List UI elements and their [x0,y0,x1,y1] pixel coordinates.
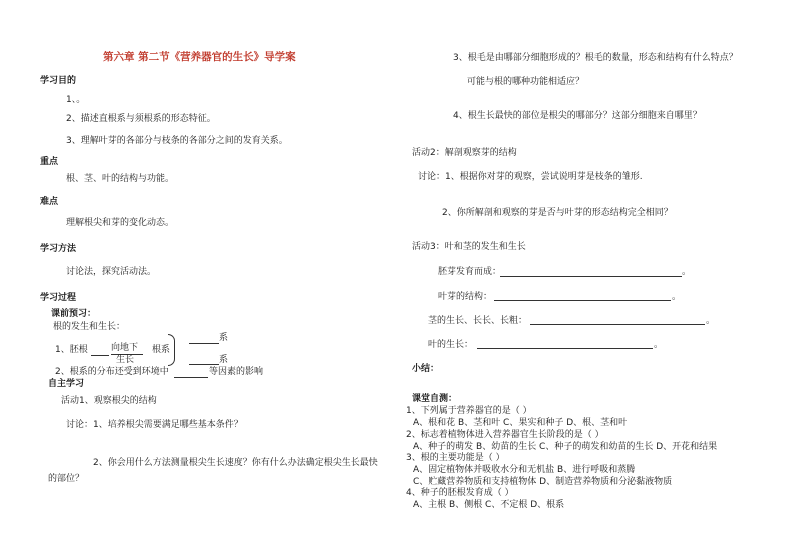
objective-1: 1、。 [66,95,86,105]
test-question-1-options: A、根和花 B、茎和叶 C、果实和种子 D、根、茎和叶 [413,418,628,428]
self-test-heading: 课堂自测： [412,394,458,404]
preview-heading: 课前预习： [51,309,97,319]
blank-line [189,343,219,344]
test-question-4: 4、种子的胚根发育成（ ） [406,488,514,498]
period-mark: 。 [654,340,664,350]
answer-line [494,300,671,301]
self-study-heading: 自主学习 [48,379,85,389]
difficulty-heading: 难点 [40,197,59,207]
test-question-3-option-ab: A、固定植物体并吸收水分和无机盐 B、进行呼吸和蒸腾 [413,465,636,475]
method-text: 讨论法，探究活动法。 [66,267,157,277]
question-4: 4、根生长最快的部位是根尖的哪部分？这部分细胞来自哪里？ [453,111,702,121]
blank-line [189,364,219,365]
bud-development-label: 胚芽发育而成： [438,267,502,277]
activity-2-discussion-1: 讨论：1、根据你对芽的观察，尝试说明芽是枝条的雏形. [418,172,643,182]
question-3: 3、根毛是由哪部分细胞形成的？根毛的数量，形态和结构有什么特点？ [453,53,738,63]
objective-2: 2、描述直根系与须根系的形态特征。 [66,114,216,124]
difficulty-text: 理解根尖和芽的变化动态。 [66,218,175,228]
answer-line [477,348,653,349]
item1-root-system: 根系 [152,345,171,355]
period-mark: 。 [682,267,692,277]
period-mark: 。 [672,292,682,302]
test-question-4-options: A、主根 B、侧根 C、不定根 D、根系 [413,500,565,510]
discussion-2: 2、你会用什么方法测量根尖生长速度？你有什么办法确定根尖生长最快 [93,458,378,468]
page-title: 第六章 第二节《营养器官的生长》导学案 [103,51,296,63]
bud-structure-label: 叶芽的结构： [438,292,493,302]
key-heading: 重点 [40,157,59,167]
blank-line [91,355,109,356]
activity-1: 活动1、观察根尖的结构 [61,396,157,406]
test-question-3-option-cd: C、贮藏营养物质和支持植物体 D、制造营养物质和分泌黏液物质 [413,477,673,487]
item2-factors: 等因素的影响 [209,367,264,377]
method-heading: 学习方法 [40,244,77,254]
leaf-growth-label: 叶的生长： [428,340,474,350]
discussion-2-cont: 的部位？ [48,474,85,484]
activity-3: 活动3：叶和茎的发生和生长 [412,242,526,252]
discussion-1: 讨论：1、培养根尖需要满足哪些基本条件？ [66,420,243,430]
period-mark: 。 [706,316,716,326]
objective-3: 3、理解叶芽的各部分与枝条的各部分之间的发育关系。 [66,136,288,146]
item1-system-1: 系 [219,333,229,343]
activity-2-discussion-2: 2、你所解剖和观察的芽是否与叶芽的形态结构完全相同？ [442,208,673,218]
answer-line [500,276,682,277]
test-question-3: 3、根的主要功能是（ ） [406,453,505,463]
item1-label: 1、胚根 [55,345,88,355]
key-text: 根、茎、叶的结构与功能。 [66,174,175,184]
item2-label: 2、根系的分布还受到环境中 [55,367,169,377]
test-question-1: 1、下列属于营养器官的是（ ） [406,406,532,416]
answer-line [530,324,705,325]
brace-icon [168,334,175,366]
process-heading: 学习过程 [40,293,77,303]
blank-line [174,377,208,378]
test-question-2-options: A、种子的萌发 B、幼苗的生长 C、种子的萌发和幼苗的生长 D、开花和结果 [413,442,718,452]
stem-growth-label: 茎的生长、长长、长粗： [428,316,528,326]
item1-growth: 生长 [116,355,135,365]
activity-2: 活动2：解剖观察芽的结构 [412,148,517,158]
summary-heading: 小结： [412,364,440,374]
objectives-heading: 学习目的 [40,76,77,86]
item1-direction: 向地下 [111,343,139,353]
test-question-2: 2、标志着植物体进入营养器官生长阶段的是（ ） [406,430,604,440]
question-3-cont: 可能与根的哪种功能相适应？ [467,77,585,87]
root-development: 根的发生和生长： [53,322,126,332]
item1-system-2: 系 [219,355,229,365]
